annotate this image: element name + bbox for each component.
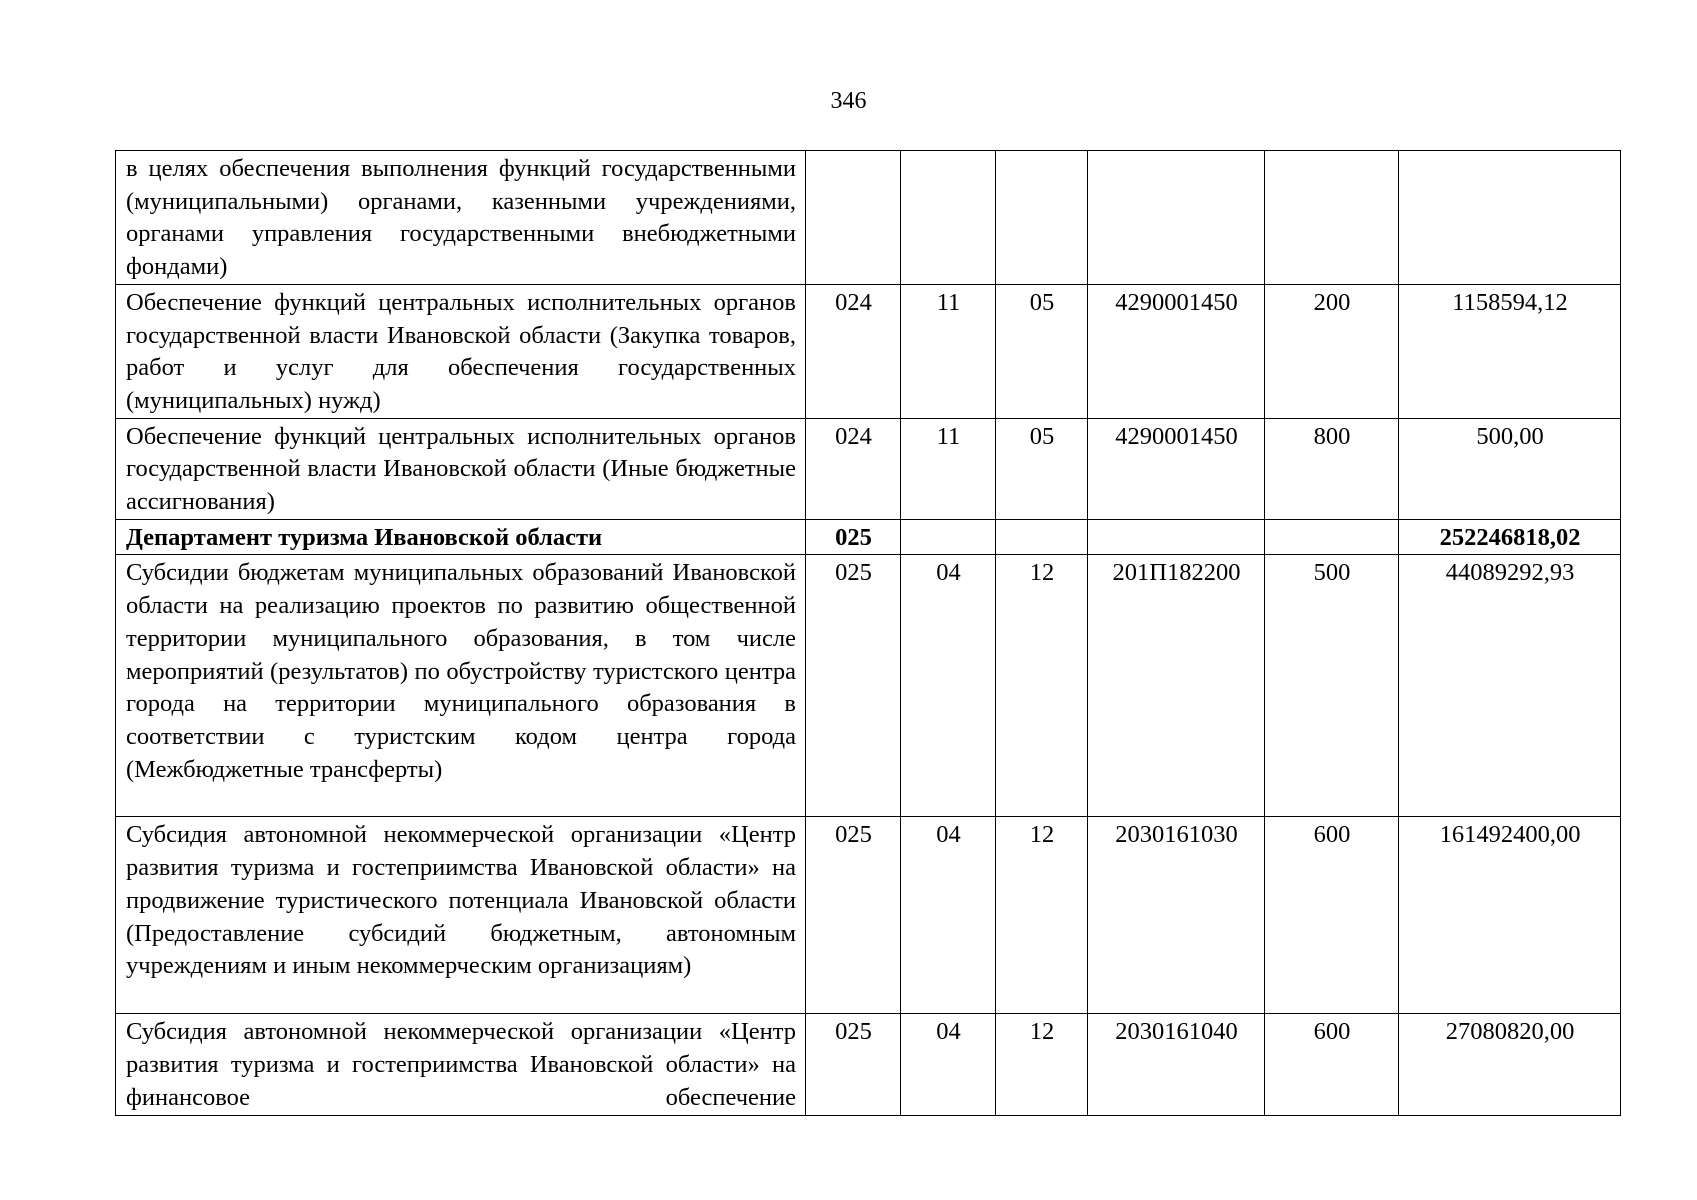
subsection-code-cell: 05 — [996, 418, 1088, 519]
row-description: Субсидии бюджетам муниципальных образований Ивановской области на реализацию проектов по развитию общественной территории муниципального образования, в том числе мероприятий (результатов) по обустройству туристского центра города на территории муниципального образования в соответствии с туристским кодом центра города (Межбюджетные трансферты) — [116, 555, 806, 817]
target-article-cell: 4290001450 — [1088, 418, 1265, 519]
expense-type-cell: 200 — [1265, 284, 1399, 418]
amount-cell: 44089292,93 — [1399, 555, 1621, 817]
ved-code-cell: 024 — [806, 418, 901, 519]
section-code-cell — [901, 519, 996, 555]
row-description: Обеспечение функций центральных исполнительных органов государственной власти Ивановской области (Закупка товаров, работ и услуг для обеспечения государственных (муниципальных) нужд) — [116, 284, 806, 418]
ved-code-cell — [806, 151, 901, 285]
target-article-cell: 201П182200 — [1088, 555, 1265, 817]
amount-cell: 252246818,02 — [1399, 519, 1621, 555]
row-description: Субсидия автономной некоммерческой организации «Центр развития туризма и гостеприимства Ивановской области» на финансовое обеспечение — [116, 1014, 806, 1115]
amount-cell: 500,00 — [1399, 418, 1621, 519]
expense-type-cell: 500 — [1265, 555, 1399, 817]
row-description: в целях обеспечения выполнения функций государственными (муниципальными) органами, казенными учреждениями, органами управления государственными внебюджетными фондами) — [116, 151, 806, 285]
row-description: Субсидия автономной некоммерческой организации «Центр развития туризма и гостеприимства Ивановской области» на продвижение туристического потенциала Ивановской области (Предоставление субсидий бюджетным, автономным учреждениям и иным некоммерческим организациям) — [116, 817, 806, 1014]
subsection-code-cell: 12 — [996, 555, 1088, 817]
target-article-cell: 2030161030 — [1088, 817, 1265, 1014]
department-title: Департамент туризма Ивановской области — [116, 519, 806, 555]
target-article-cell — [1088, 519, 1265, 555]
amount-cell: 161492400,00 — [1399, 817, 1621, 1014]
table-row — [116, 418, 1621, 519]
expense-type-cell: 800 — [1265, 418, 1399, 519]
expense-type-cell — [1265, 151, 1399, 285]
ved-code-cell: 025 — [806, 1014, 901, 1115]
section-code-cell: 04 — [901, 817, 996, 1014]
table-row — [116, 151, 1621, 285]
table-row-department — [116, 519, 1621, 555]
expense-type-cell: 600 — [1265, 817, 1399, 1014]
target-article-cell — [1088, 151, 1265, 285]
subsection-code-cell: 12 — [996, 817, 1088, 1014]
table-row — [116, 817, 1621, 1014]
table-row — [116, 555, 1621, 817]
section-code-cell: 04 — [901, 555, 996, 817]
amount-cell: 1158594,12 — [1399, 284, 1621, 418]
subsection-code-cell — [996, 519, 1088, 555]
row-description: Обеспечение функций центральных исполнительных органов государственной власти Ивановской области (Иные бюджетные ассигнования) — [116, 418, 806, 519]
expense-type-cell: 600 — [1265, 1014, 1399, 1115]
target-article-cell: 4290001450 — [1088, 284, 1265, 418]
ved-code-cell: 025 — [806, 817, 901, 1014]
section-code-cell: 11 — [901, 418, 996, 519]
expense-type-cell — [1265, 519, 1399, 555]
amount-cell: 27080820,00 — [1399, 1014, 1621, 1115]
subsection-code-cell — [996, 151, 1088, 285]
subsection-code-cell: 12 — [996, 1014, 1088, 1115]
table-row — [116, 1014, 1621, 1115]
section-code-cell: 11 — [901, 284, 996, 418]
target-article-cell: 2030161040 — [1088, 1014, 1265, 1115]
budget-table — [115, 150, 1621, 1116]
ved-code-cell: 024 — [806, 284, 901, 418]
page-number: 346 — [830, 88, 867, 114]
subsection-code-cell: 05 — [996, 284, 1088, 418]
amount-cell — [1399, 151, 1621, 285]
table-row — [116, 284, 1621, 418]
section-code-cell: 04 — [901, 1014, 996, 1115]
ved-code-cell: 025 — [806, 555, 901, 817]
section-code-cell — [901, 151, 996, 285]
ved-code-cell: 025 — [806, 519, 901, 555]
